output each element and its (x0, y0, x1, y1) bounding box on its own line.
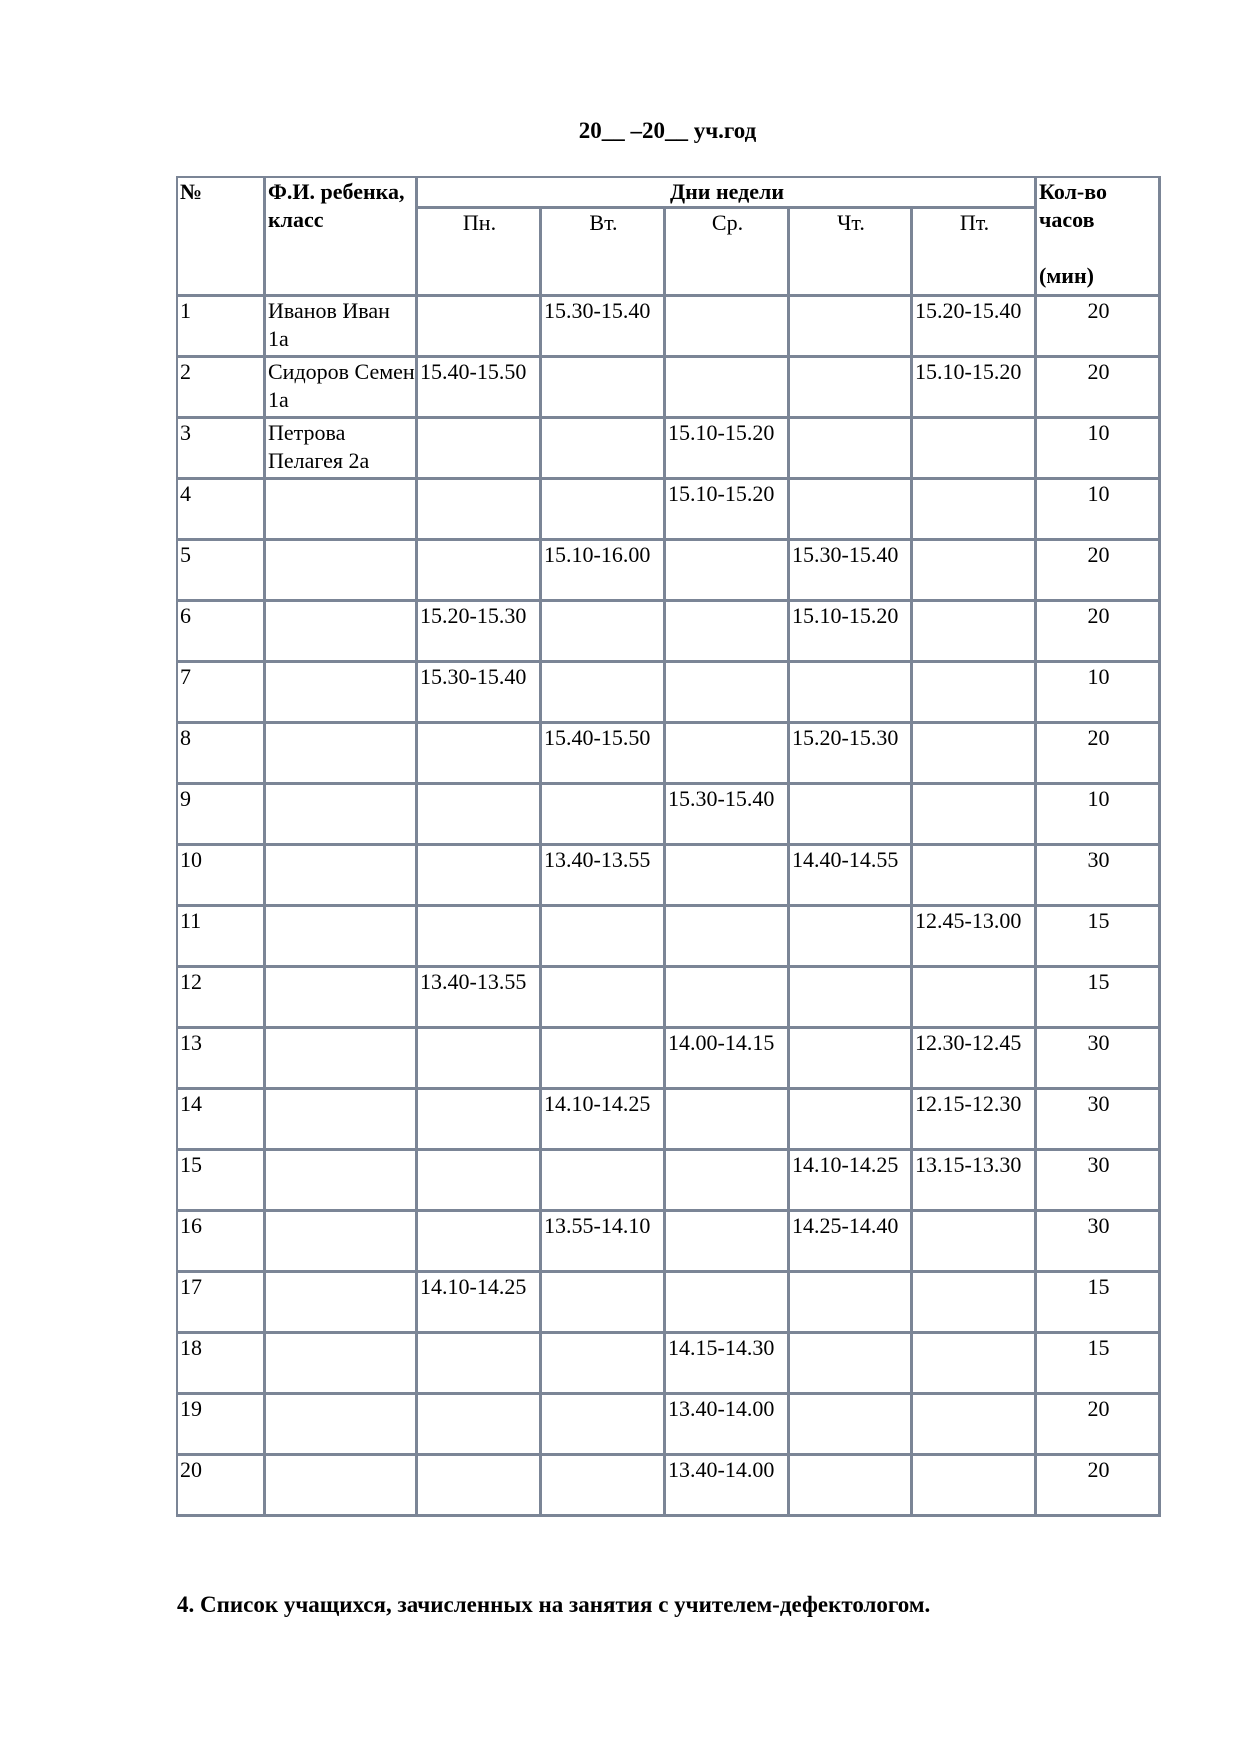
cell-tue (542, 419, 666, 480)
row-num: 9 (178, 785, 266, 846)
row-name (266, 480, 418, 541)
cell-minutes: 20 (1037, 358, 1161, 419)
cell-minutes: 10 (1037, 419, 1161, 480)
cell-tue: 14.10-14.25 (542, 1090, 666, 1151)
cell-fri (913, 480, 1037, 541)
cell-minutes: 20 (1037, 1456, 1161, 1517)
row-num: 8 (178, 724, 266, 785)
table-row (178, 1456, 1161, 1517)
cell-mon (418, 480, 542, 541)
cell-fri (913, 602, 1037, 663)
row-num: 2 (178, 358, 266, 419)
cell-mon (418, 846, 542, 907)
row-num: 20 (178, 1456, 266, 1517)
cell-tue (542, 480, 666, 541)
table-row (178, 1090, 1161, 1151)
row-num: 7 (178, 663, 266, 724)
cell-fri (913, 1395, 1037, 1456)
row-name (266, 846, 418, 907)
row-name (266, 1456, 418, 1517)
cell-minutes: 15 (1037, 968, 1161, 1029)
cell-minutes: 10 (1037, 785, 1161, 846)
table-body (178, 297, 1161, 1517)
cell-minutes: 20 (1037, 602, 1161, 663)
cell-wed (666, 602, 790, 663)
header-hours-label: Кол-во часов (1039, 179, 1107, 232)
cell-fri: 12.30-12.45 (913, 1029, 1037, 1090)
header-day-mon: Пн. (418, 209, 542, 297)
table-row (178, 724, 1161, 785)
cell-minutes: 20 (1037, 541, 1161, 602)
row-num: 5 (178, 541, 266, 602)
cell-tue (542, 1456, 666, 1517)
cell-tue (542, 1151, 666, 1212)
cell-mon (418, 541, 542, 602)
table-row (178, 297, 1161, 358)
cell-mon: 14.10-14.25 (418, 1273, 542, 1334)
row-num: 14 (178, 1090, 266, 1151)
cell-fri (913, 724, 1037, 785)
row-name (266, 602, 418, 663)
schedule-table (176, 176, 1161, 1517)
table-row (178, 419, 1161, 480)
cell-wed (666, 724, 790, 785)
cell-wed (666, 358, 790, 419)
row-name (266, 1212, 418, 1273)
header-day-wed: Ср. (666, 209, 790, 297)
table-row (178, 846, 1161, 907)
cell-wed (666, 297, 790, 358)
table-row (178, 541, 1161, 602)
cell-wed: 15.30-15.40 (666, 785, 790, 846)
cell-tue (542, 663, 666, 724)
cell-minutes: 30 (1037, 1212, 1161, 1273)
row-name: Сидоров Семен 1а (266, 358, 418, 419)
cell-fri: 12.45-13.00 (913, 907, 1037, 968)
cell-tue (542, 1395, 666, 1456)
cell-fri: 13.15-13.30 (913, 1151, 1037, 1212)
cell-wed: 15.10-15.20 (666, 480, 790, 541)
row-num: 10 (178, 846, 266, 907)
row-name (266, 1273, 418, 1334)
cell-mon (418, 1395, 542, 1456)
row-num: 3 (178, 419, 266, 480)
row-num: 13 (178, 1029, 266, 1090)
cell-minutes: 30 (1037, 1151, 1161, 1212)
cell-thu (790, 480, 913, 541)
table-row (178, 1029, 1161, 1090)
cell-thu (790, 1029, 913, 1090)
cell-wed (666, 1151, 790, 1212)
table-row (178, 785, 1161, 846)
cell-wed: 13.40-14.00 (666, 1456, 790, 1517)
cell-fri (913, 419, 1037, 480)
cell-tue (542, 602, 666, 663)
row-num: 1 (178, 297, 266, 358)
header-hours (1037, 178, 1161, 297)
section-heading: 4. Список учащихся, зачисленных на занятия с учителем-дефектологом. (177, 1592, 931, 1617)
cell-thu (790, 1456, 913, 1517)
cell-thu: 15.30-15.40 (790, 541, 913, 602)
row-num: 6 (178, 602, 266, 663)
cell-fri: 15.10-15.20 (913, 358, 1037, 419)
row-name: Петрова Пелагея 2а (266, 419, 418, 480)
cell-wed (666, 1273, 790, 1334)
row-num: 15 (178, 1151, 266, 1212)
row-name (266, 1090, 418, 1151)
header-hours-unit: (мин) (1039, 263, 1094, 288)
cell-mon (418, 419, 542, 480)
cell-fri (913, 1273, 1037, 1334)
row-name (266, 1334, 418, 1395)
cell-mon: 15.40-15.50 (418, 358, 542, 419)
cell-wed (666, 846, 790, 907)
cell-wed (666, 1212, 790, 1273)
cell-mon (418, 1212, 542, 1273)
cell-minutes: 20 (1037, 724, 1161, 785)
page-title: 20__ –20__ уч.год (578, 118, 757, 143)
cell-mon (418, 1456, 542, 1517)
cell-thu (790, 1334, 913, 1395)
cell-tue: 15.30-15.40 (542, 297, 666, 358)
table-row (178, 1395, 1161, 1456)
table-row (178, 1273, 1161, 1334)
cell-tue (542, 968, 666, 1029)
cell-tue: 15.10-16.00 (542, 541, 666, 602)
cell-fri (913, 968, 1037, 1029)
table-row (178, 968, 1161, 1029)
cell-tue: 15.40-15.50 (542, 724, 666, 785)
table-row (178, 602, 1161, 663)
cell-fri (913, 846, 1037, 907)
cell-mon: 15.30-15.40 (418, 663, 542, 724)
cell-tue (542, 1273, 666, 1334)
cell-mon (418, 1029, 542, 1090)
cell-wed (666, 663, 790, 724)
cell-mon (418, 907, 542, 968)
cell-tue (542, 1334, 666, 1395)
cell-thu (790, 968, 913, 1029)
cell-wed: 14.00-14.15 (666, 1029, 790, 1090)
cell-thu (790, 663, 913, 724)
cell-fri (913, 663, 1037, 724)
row-name: Иванов Иван 1а (266, 297, 418, 358)
cell-fri (913, 785, 1037, 846)
row-name (266, 785, 418, 846)
cell-mon (418, 785, 542, 846)
cell-wed: 15.10-15.20 (666, 419, 790, 480)
cell-thu (790, 907, 913, 968)
cell-minutes: 10 (1037, 480, 1161, 541)
cell-fri (913, 1334, 1037, 1395)
cell-mon (418, 297, 542, 358)
cell-minutes: 20 (1037, 1395, 1161, 1456)
table-row (178, 480, 1161, 541)
row-name (266, 907, 418, 968)
cell-tue: 13.55-14.10 (542, 1212, 666, 1273)
cell-wed: 13.40-14.00 (666, 1395, 790, 1456)
row-name (266, 1151, 418, 1212)
cell-tue (542, 358, 666, 419)
cell-mon: 13.40-13.55 (418, 968, 542, 1029)
cell-minutes: 20 (1037, 297, 1161, 358)
table-row (178, 907, 1161, 968)
cell-mon (418, 1334, 542, 1395)
cell-wed: 14.15-14.30 (666, 1334, 790, 1395)
cell-thu (790, 1395, 913, 1456)
cell-wed (666, 968, 790, 1029)
cell-minutes: 30 (1037, 846, 1161, 907)
cell-fri: 12.15-12.30 (913, 1090, 1037, 1151)
table-row (178, 1151, 1161, 1212)
cell-thu: 14.40-14.55 (790, 846, 913, 907)
header-name: Ф.И. ребенка, класс (266, 178, 418, 297)
cell-fri (913, 541, 1037, 602)
cell-thu (790, 358, 913, 419)
cell-thu: 14.10-14.25 (790, 1151, 913, 1212)
table-row (178, 358, 1161, 419)
cell-minutes: 15 (1037, 907, 1161, 968)
cell-wed (666, 907, 790, 968)
cell-minutes: 10 (1037, 663, 1161, 724)
row-name (266, 724, 418, 785)
header-num: № (178, 178, 266, 297)
cell-mon (418, 1151, 542, 1212)
cell-tue (542, 785, 666, 846)
cell-minutes: 30 (1037, 1029, 1161, 1090)
cell-wed (666, 1090, 790, 1151)
row-num: 19 (178, 1395, 266, 1456)
row-name (266, 1029, 418, 1090)
cell-thu: 15.20-15.30 (790, 724, 913, 785)
cell-fri: 15.20-15.40 (913, 297, 1037, 358)
row-name (266, 541, 418, 602)
cell-mon (418, 1090, 542, 1151)
row-num: 12 (178, 968, 266, 1029)
table-row (178, 1212, 1161, 1273)
cell-thu: 14.25-14.40 (790, 1212, 913, 1273)
cell-thu (790, 785, 913, 846)
cell-thu (790, 1273, 913, 1334)
cell-mon: 15.20-15.30 (418, 602, 542, 663)
header-row (178, 178, 1161, 209)
row-name (266, 1395, 418, 1456)
row-name (266, 663, 418, 724)
cell-tue (542, 907, 666, 968)
cell-mon (418, 724, 542, 785)
cell-thu (790, 419, 913, 480)
cell-thu (790, 297, 913, 358)
row-name (266, 968, 418, 1029)
cell-thu: 15.10-15.20 (790, 602, 913, 663)
cell-wed (666, 541, 790, 602)
cell-minutes: 15 (1037, 1273, 1161, 1334)
header-day-fri: Пт. (913, 209, 1037, 297)
cell-fri (913, 1212, 1037, 1273)
header-day-thu: Чт. (790, 209, 913, 297)
cell-minutes: 15 (1037, 1334, 1161, 1395)
header-day-tue: Вт. (542, 209, 666, 297)
table-row (178, 663, 1161, 724)
row-num: 18 (178, 1334, 266, 1395)
cell-thu (790, 1090, 913, 1151)
cell-minutes: 30 (1037, 1090, 1161, 1151)
header-days: Дни недели (418, 178, 1037, 209)
row-num: 11 (178, 907, 266, 968)
table-row (178, 1334, 1161, 1395)
row-num: 16 (178, 1212, 266, 1273)
row-num: 4 (178, 480, 266, 541)
cell-fri (913, 1456, 1037, 1517)
cell-tue: 13.40-13.55 (542, 846, 666, 907)
cell-tue (542, 1029, 666, 1090)
row-num: 17 (178, 1273, 266, 1334)
